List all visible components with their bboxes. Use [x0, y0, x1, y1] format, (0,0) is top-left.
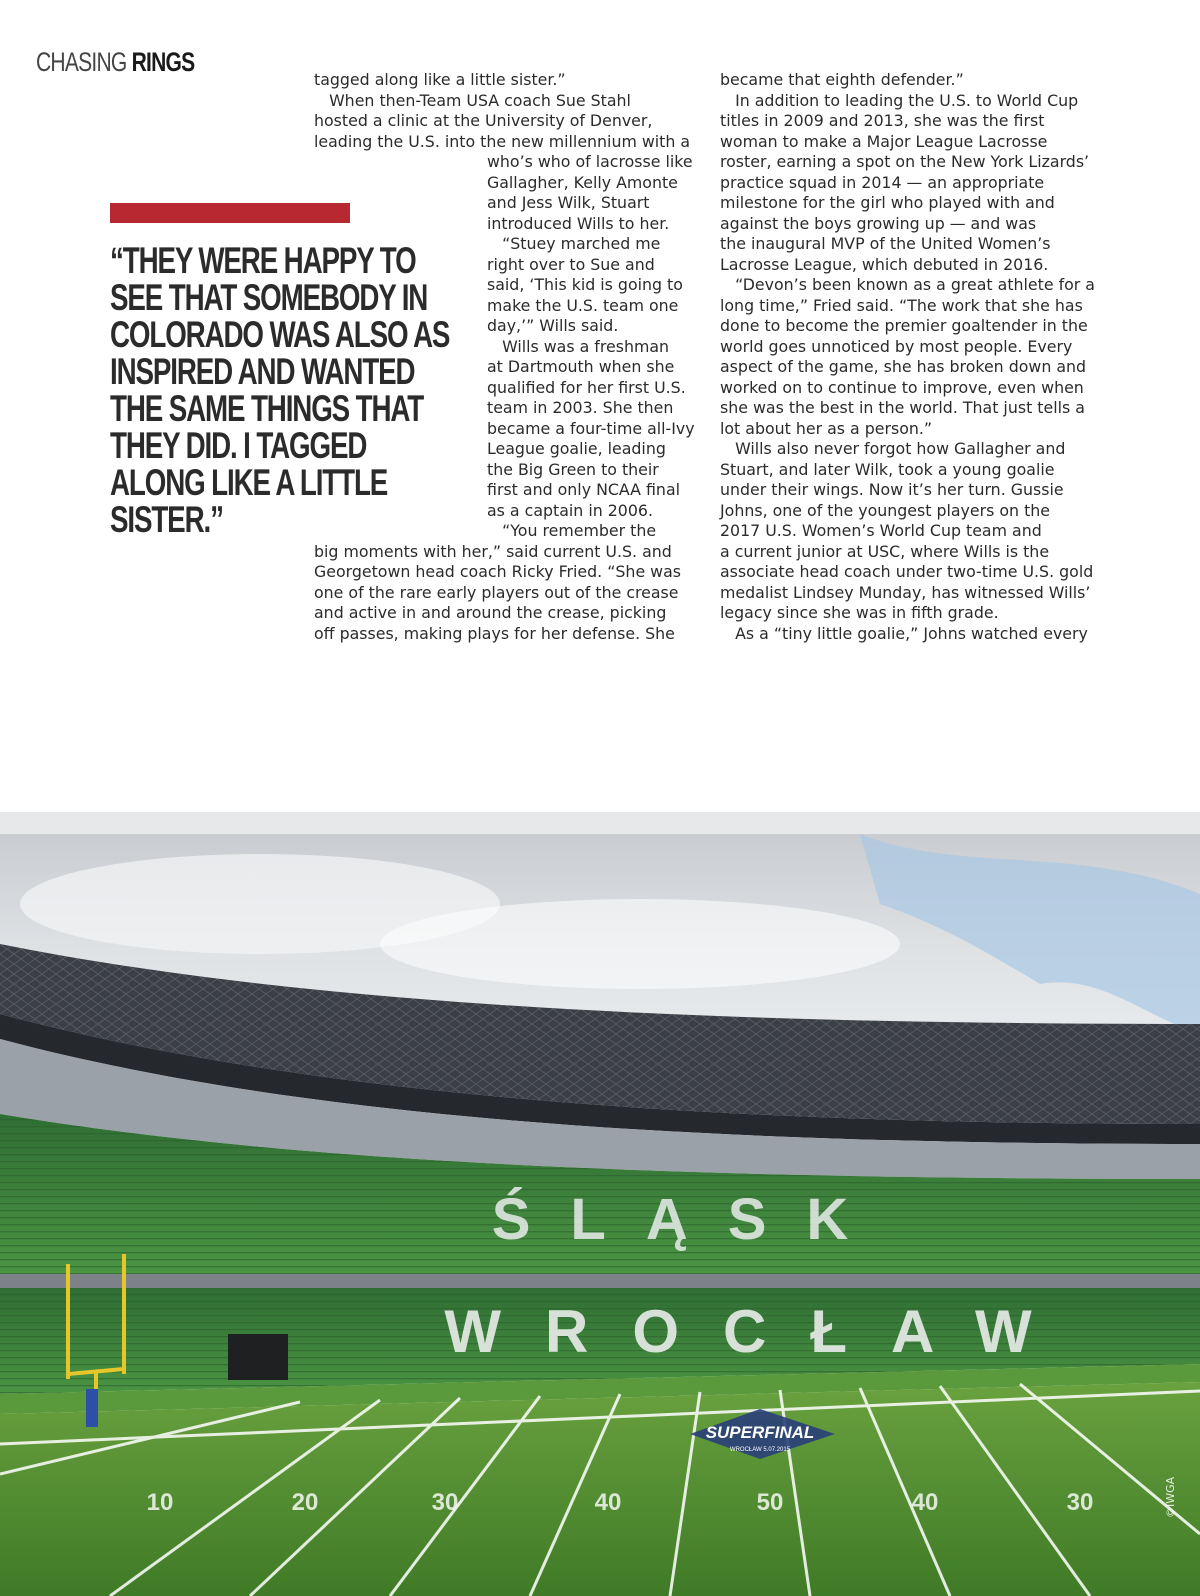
goal-post-pad — [86, 1389, 98, 1427]
body-line: and Jess Wilk, Stuart — [487, 193, 650, 212]
body-line: When then-Team USA coach Sue Stahl — [314, 90, 631, 110]
field-logo-title: SUPERFINAL — [705, 1423, 815, 1442]
yard-number: 20 — [291, 1489, 319, 1516]
body-line: done to become the premier goaltender in the — [720, 316, 1088, 335]
photo-credit: ©IWGA — [1164, 1476, 1177, 1518]
body-line: tagged along like a little sister.” — [314, 70, 566, 89]
body-line: under their wings. Now it’s her turn. Gussie — [720, 480, 1064, 499]
section-label — [36, 44, 194, 80]
body-line: woman to make a Major League Lacrosse — [720, 131, 1048, 151]
body-line: qualified for her first U.S. — [487, 377, 686, 397]
body-line: make the U.S. team one — [487, 295, 679, 315]
middle-walkway — [0, 1274, 1200, 1288]
body-line: titles in 2009 and 2013, she was the first — [720, 111, 1045, 130]
body-line: she was the best in the world. That just tells a — [720, 398, 1085, 417]
body-line: the Big Green to their — [487, 459, 659, 479]
yard-number: 50 — [756, 1489, 784, 1516]
body-line: Georgetown head coach Ricky Fried. “She was — [314, 562, 682, 581]
body-line: big moments with her,” said current U.S. and — [314, 541, 672, 561]
body-line: “Stuey marched me — [487, 234, 661, 253]
body-line: leading the U.S. into the new millennium with a — [314, 131, 691, 151]
body-line: “You remember the — [487, 521, 657, 540]
body-line: and active in and around the crease, picking — [314, 603, 667, 622]
body-line: said, ‘This kid is going to — [487, 275, 683, 294]
body-line: League goalie, leading — [487, 439, 666, 458]
body-line: roster, earning a spot on the New York Lizards’ — [720, 152, 1090, 171]
yard-number: 30 — [1066, 1489, 1094, 1516]
body-line: Wills was a freshman — [487, 336, 670, 356]
body-line: practice squad in 2014 — an appropriate — [720, 172, 1045, 192]
section-label-light: CHASING — [36, 47, 132, 77]
section-label-bold: RINGS — [131, 47, 195, 77]
body-line: world goes unnoticed by most people. Every — [720, 336, 1073, 356]
stand-lettering-top: ŚLĄSK — [491, 1187, 889, 1252]
article-column-left — [314, 70, 695, 644]
body-line: medalist Lindsey Munday, has witnessed Wills’ — [720, 582, 1091, 602]
body-line: first and only NCAA final — [487, 480, 681, 499]
body-line: the inaugural MVP of the United Women’s — [720, 234, 1051, 253]
body-line: a current junior at USC, where Wills is the — [720, 541, 1050, 561]
cloud — [380, 899, 900, 989]
body-line: long time,” Fried said. “The work that she has — [720, 295, 1083, 315]
body-line: aspect of the game, she has broken down and — [720, 357, 1087, 376]
body-line: legacy since she was in fifth grade. — [720, 603, 999, 622]
body-line: day,’” Wills said. — [487, 316, 619, 335]
body-line: As a “tiny little goalie,” Johns watched every — [720, 623, 1088, 643]
body-line: right over to Sue and — [487, 254, 655, 274]
yard-number: 30 — [431, 1489, 459, 1516]
yard-number: 10 — [146, 1489, 174, 1516]
body-line: as a captain in 2006. — [487, 500, 653, 520]
body-line: In addition to leading the U.S. to World Cup — [720, 90, 1079, 110]
body-line: Wills also never forgot how Gallagher and — [720, 439, 1066, 458]
body-line: Stuart, and later Wilk, took a young goalie — [720, 459, 1055, 479]
body-line: “Devon’s been known as a great athlete for a — [720, 275, 1095, 294]
field-logo-subtitle: WROCŁAW 5.07.2015 — [729, 1447, 791, 1453]
players-tunnel — [228, 1334, 288, 1380]
body-line: against the boys growing up — and was — [720, 213, 1037, 233]
body-line: who’s who of lacrosse like — [487, 152, 693, 171]
body-line: associate head coach under two-time U.S. gold — [720, 562, 1094, 581]
body-line: one of the rare early players out of the crease — [314, 582, 679, 602]
yard-number: 40 — [594, 1489, 622, 1516]
body-line: Johns, one of the youngest players on the — [720, 500, 1050, 520]
body-line: became that eighth defender.” — [720, 70, 964, 89]
body-line: worked on to continue to improve, even when — [720, 377, 1084, 397]
body-line: became a four-time all-Ivy — [487, 418, 695, 438]
body-line: introduced Wills to her. — [487, 213, 670, 233]
article-column-right — [720, 70, 1095, 644]
pull-quote: “THEY WERE HAPPY TO SEE THAT SOMEBODY IN COLORADO WAS ALSO AS INSPIRED AND WANTED THE SAME THINGS THAT THEY DID. I TAGGED ALONG LIKE A LITTLE SISTER.” — [110, 240, 450, 540]
body-line: team in 2003. She then — [487, 398, 674, 417]
body-line: hosted a clinic at the University of Denver, — [314, 111, 653, 130]
yard-number: 40 — [911, 1489, 939, 1516]
body-line: off passes, making plays for her defense. She — [314, 623, 675, 643]
stadium-photo — [0, 834, 1200, 1596]
photo-top-band — [0, 812, 1200, 834]
body-line: Gallagher, Kelly Amonte — [487, 172, 678, 192]
stand-lettering-bottom: WROCŁAW — [444, 1298, 1076, 1365]
body-line: lot about her as a person.” — [720, 418, 933, 438]
body-line: at Dartmouth when she — [487, 357, 675, 376]
body-line: milestone for the girl who played with and — [720, 193, 1055, 212]
body-line: 2017 U.S. Women’s World Cup team and — [720, 521, 1042, 540]
body-line: Lacrosse League, which debuted in 2016. — [720, 254, 1049, 274]
